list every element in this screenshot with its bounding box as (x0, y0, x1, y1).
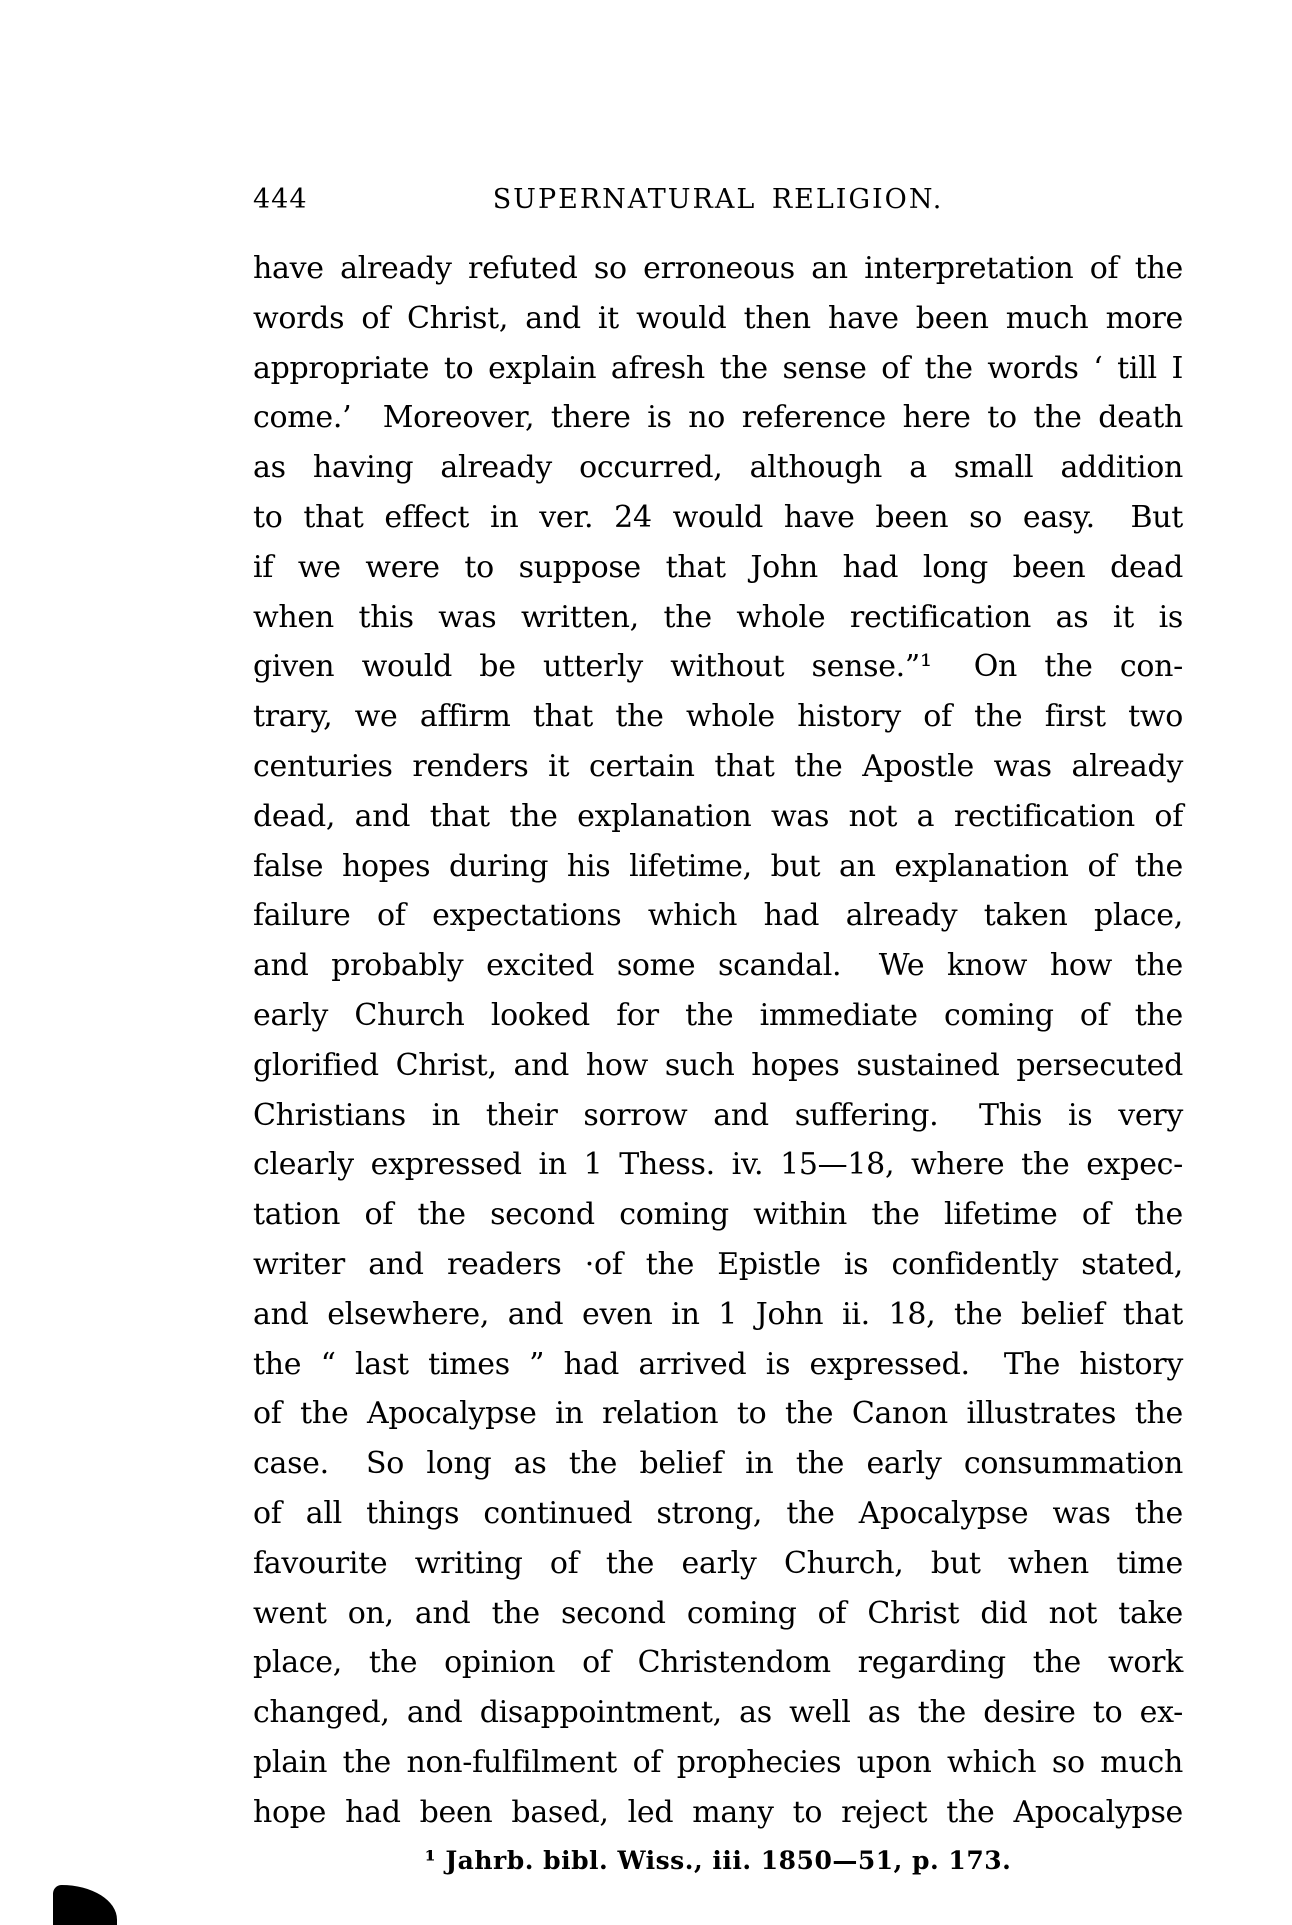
page-number: 444 (253, 184, 308, 215)
text-line: as having already occurred, although a small addition (253, 450, 1183, 486)
text-line: come.’ Moreover, there is no reference here to the death (253, 400, 1183, 436)
text-line: clearly expressed in 1 Thess. iv. 15—18, where the expec- (253, 1147, 1183, 1183)
scan-artifact-blob (53, 1885, 117, 1925)
text-line: favourite writing of the early Church, but when time (253, 1545, 1183, 1581)
text-line: have already refuted so erroneous an interpretation of the (253, 251, 1183, 286)
text-line: and probably excited some scandal. We know how the (253, 948, 1183, 984)
text-line: false hopes during his lifetime, but an explanation of the (253, 848, 1183, 884)
text-line: changed, and disappointment, as well as the desire to ex- (253, 1695, 1183, 1731)
text-line: tation of the second coming within the lifetime of the (253, 1197, 1183, 1233)
text-line: centuries renders it certain that the Apostle was already (253, 748, 1183, 784)
page-header (253, 183, 1183, 217)
footnote: ¹ Jahrb. bibl. Wiss., iii. 1850—51, p. 173. (424, 1846, 1012, 1875)
text-line: place, the opinion of Christendom regarding the work (253, 1645, 1183, 1681)
text-line: Christians in their sorrow and suffering. This is very (253, 1097, 1183, 1133)
text-line: glorified Christ, and how such hopes sustained persecuted (253, 1047, 1183, 1083)
text-line: if we were to suppose that John had long been dead (253, 549, 1183, 585)
body-text (253, 244, 1183, 1838)
text-line: plain the non-fulfilment of prophecies upon which so much (253, 1744, 1183, 1780)
text-line: of all things continued strong, the Apocalypse was the (253, 1495, 1183, 1531)
text-line: to that effect in ver. 24 would have been so easy. But (253, 499, 1183, 535)
text-line: when this was written, the whole rectification as it is (253, 599, 1183, 635)
running-title: SUPERNATURAL RELIGION. (492, 184, 944, 215)
text-line: of the Apocalypse in relation to the Canon illustrates the (253, 1396, 1183, 1432)
text-line: given would be utterly without sense.”¹ On the con- (253, 649, 1183, 685)
text-line: dead, and that the explanation was not a rectification of (253, 798, 1183, 834)
text-line: words of Christ, and it would then have been much more (253, 300, 1183, 336)
text-line: and elsewhere, and even in 1 John ii. 18, the belief that (253, 1296, 1183, 1332)
text-line: hope had been based, led many to reject the Apocalypse (253, 1794, 1183, 1830)
text-line: appropriate to explain afresh the sense of the words ‘ till I (253, 350, 1183, 386)
text-line: trary, we affirm that the whole history of the first two (253, 699, 1183, 735)
text-line: early Church looked for the immediate coming of the (253, 997, 1183, 1033)
text-line: case. So long as the belief in the early consummation (253, 1446, 1183, 1482)
text-line: failure of expectations which had already taken place, (253, 898, 1183, 934)
text-line: the “ last times ” had arrived is expressed. The history (253, 1346, 1183, 1382)
text-line: went on, and the second coming of Christ did not take (253, 1595, 1183, 1631)
text-line: writer and readers ·of the Epistle is confidently stated, (253, 1246, 1183, 1282)
